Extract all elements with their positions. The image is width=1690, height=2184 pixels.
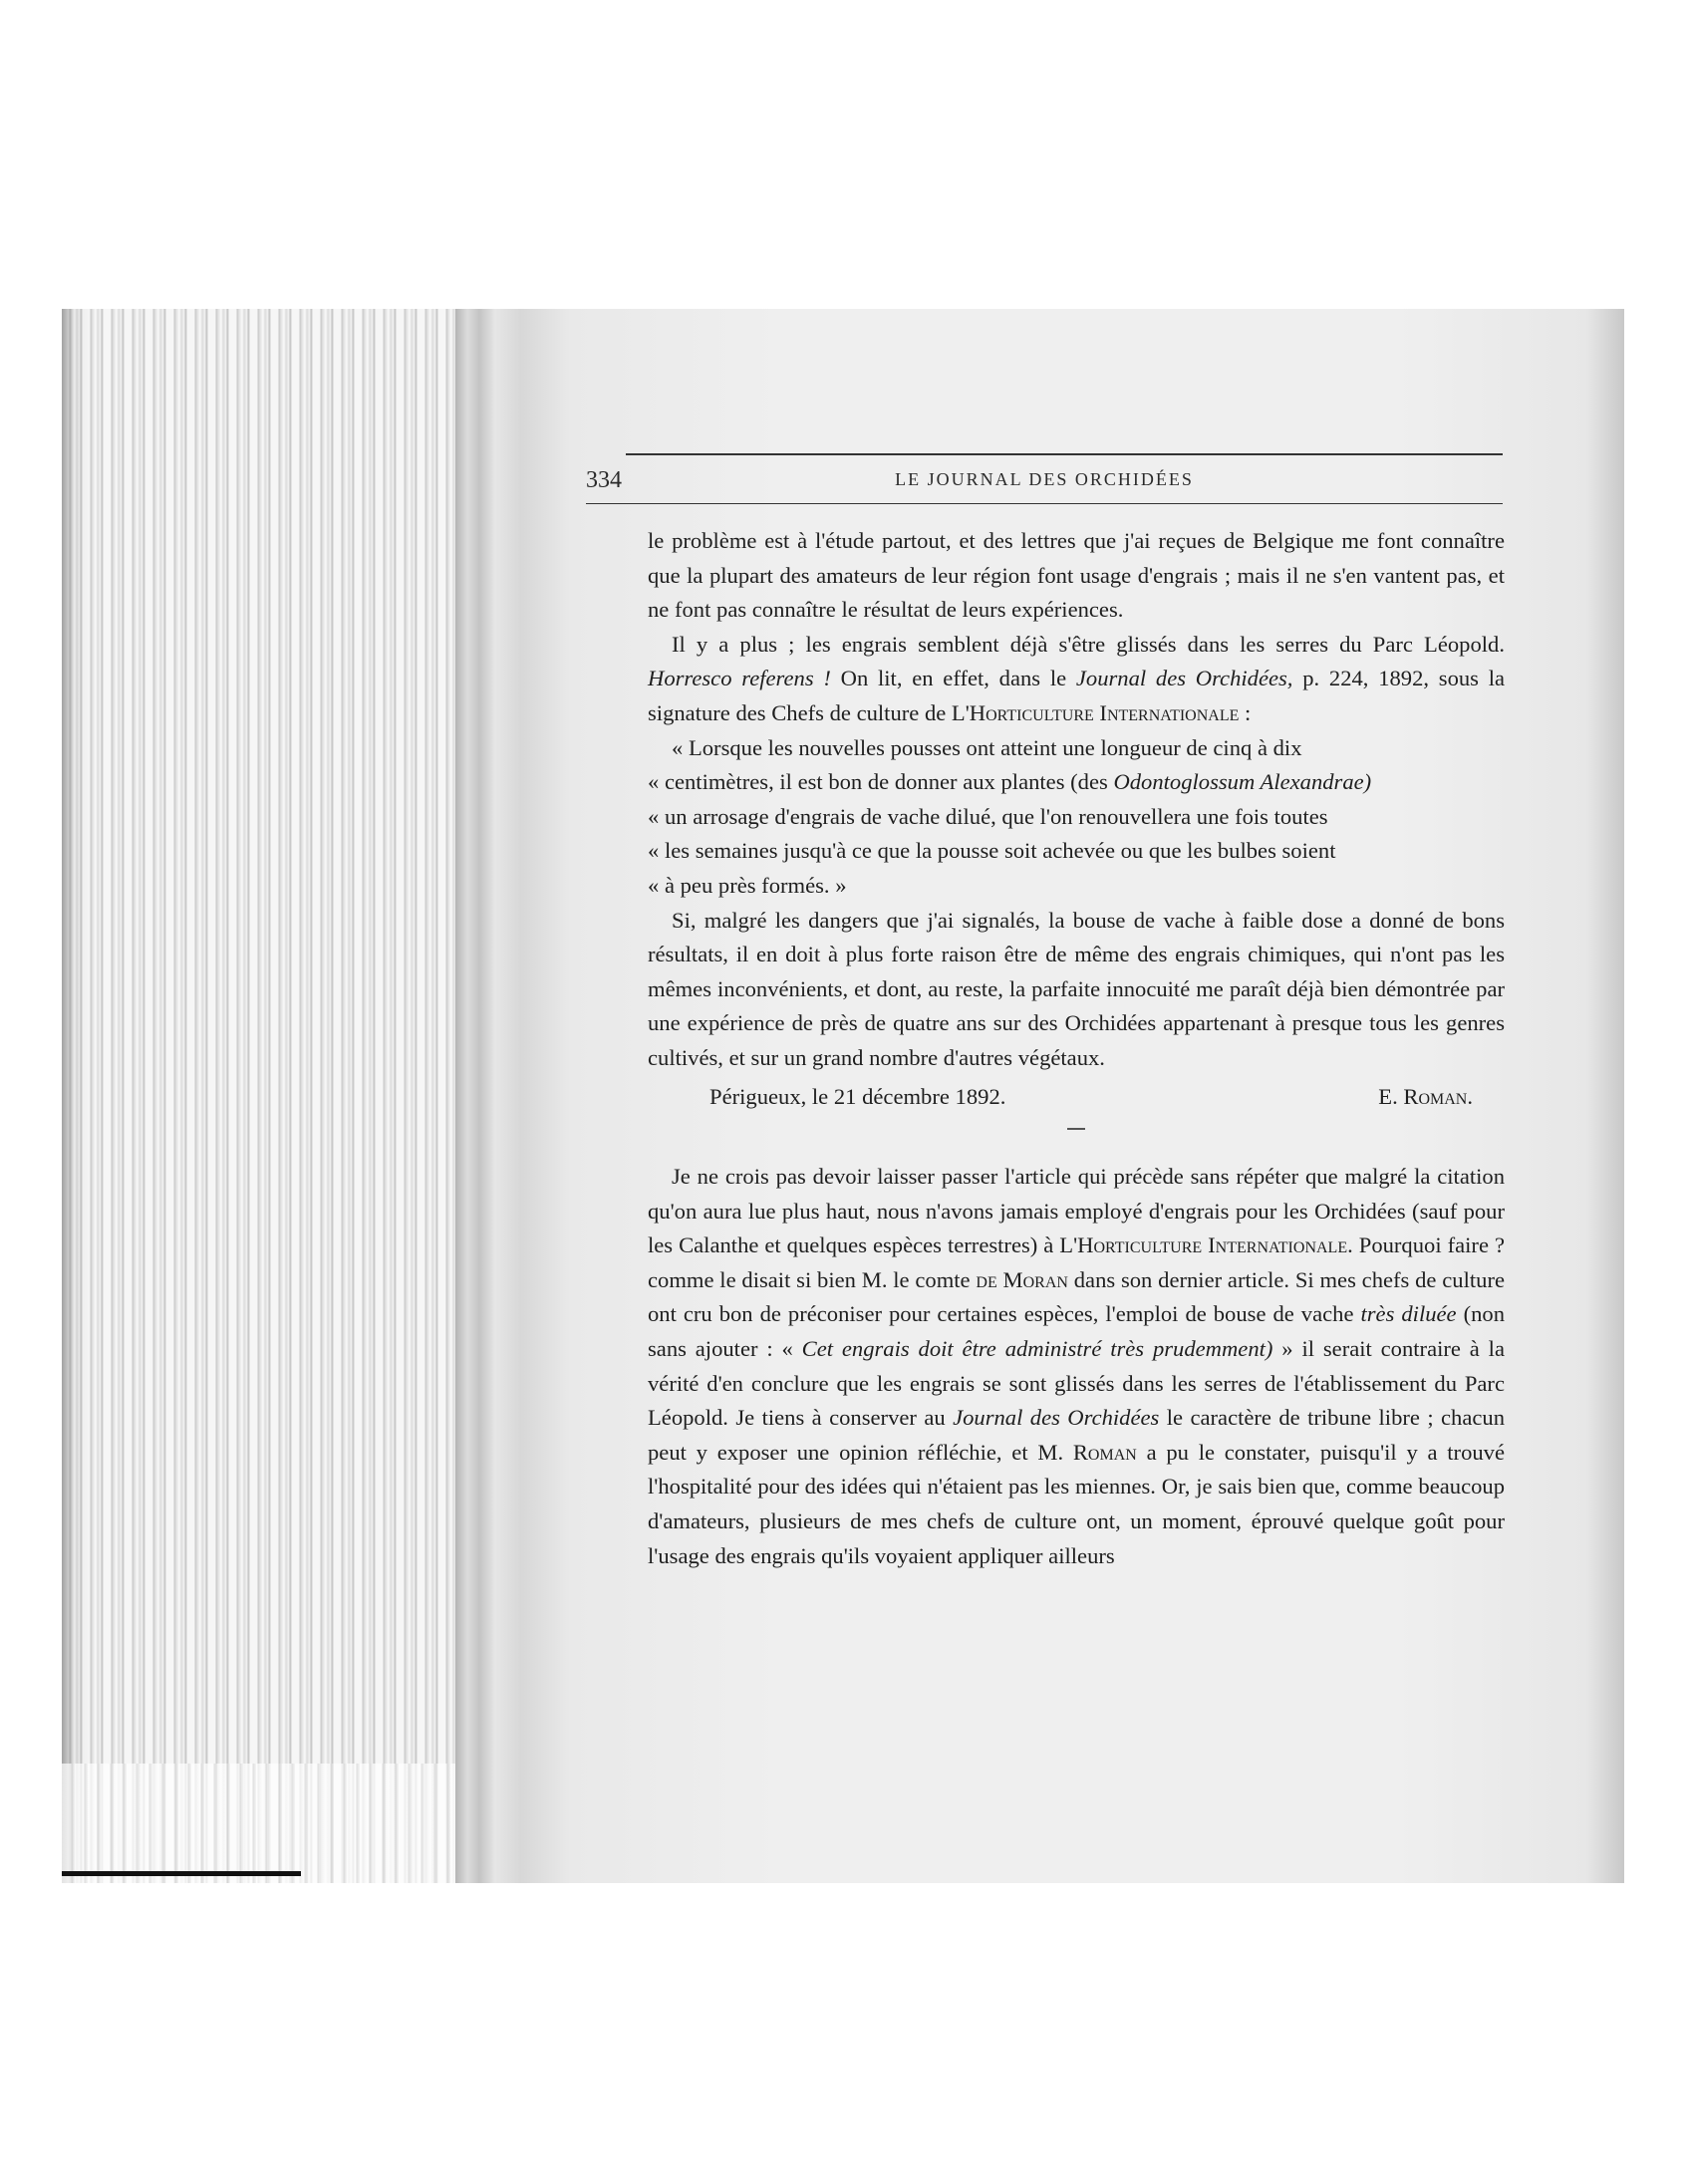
quote-line-4: « les semaines jusqu'à ce que la pousse soit achevée ou que les bulbes soient [648, 838, 1336, 864]
page-edge-shadow [62, 1871, 301, 1876]
quote-line-1: « Lorsque les nouvelles pousses ont atteint une longueur de cinq à dix [672, 734, 1302, 760]
paragraph-2-italic-2: Journal des Orchidées, [1075, 666, 1293, 691]
header-rule-top [626, 453, 1503, 455]
reply-smallcaps-1: Horticulture Internationale [1077, 1232, 1348, 1258]
reply-text-1: Je ne crois pas devoir laisser passer l'article qui précède sans répéter que malgré la citation qu'on aura lue plus haut, nous n'avons jamais employé d'engrais pour les Orchidées (sauf pour les Calanthe et quelques espèces terrestres) à L' [648, 1164, 1505, 1258]
paragraph-2-text-4: : [1239, 699, 1252, 725]
paragraph-2-italic-1: Horresco referens ! [648, 666, 831, 691]
reply-text-4: (non sans ajouter : « [648, 1301, 1505, 1362]
reply-text-5: » il serait contraire à la vérité d'en conclure que les engrais se sont glissés dans les serres de l'établissement du Parc Léopold. Je tiens à conserver au [648, 1336, 1505, 1431]
reply-smallcaps-2: de Moran [976, 1266, 1068, 1292]
page-edges-lower-band [62, 1764, 455, 1883]
reply-text-3: dans son dernier article. Si mes chefs de culture ont cru bon de préconiser pour certaines espèces, l'emploi de bouse de vache [648, 1266, 1505, 1327]
reply-text-2: . Pourquoi faire ? comme le disait si bien M. le comte [648, 1232, 1505, 1292]
paragraph-2-text-3: p. 224, 1892, sous la signature des Chefs de culture de L' [648, 666, 1506, 725]
quotation-block [648, 731, 1505, 904]
paragraph-3: Si, malgré les dangers que j'ai signalés, la bouse de vache à faible dose a donné de bons résultats, il en doit à plus forte raison être de même des engrais chimiques, qui n'ont pas les mêmes inconvénients, et dont, au reste, la parfaite innocuité me paraît déjà bien démontrée par une expérience de près de quatre ans sur des Orchidées appartenant à presque tous les genres cultivés, et sur un grand nombre d'autres végétaux. [648, 907, 1505, 1070]
reply-text-7: a pu le constater, puisqu'il y a trouvé l'hospitalité pour des idées qui n'étaient pas les miennes. Or, je sais bien que, comme beaucoup d'amateurs, plusieurs de mes chefs de culture ont, un moment, éprouvé quelque goût pour l'usage des engrais qu'ils voyaient appliquer ailleurs [648, 1439, 1505, 1568]
signature-line [648, 1080, 1505, 1115]
header-rule-bottom [586, 503, 1503, 504]
paragraph-1: le problème est à l'étude partout, et des lettres que j'ai reçues de Belgique me font connaître que la plupart des amateurs de leur région font usage d'engrais ; mais il ne s'en vantent pas, et ne font pas connaître le résultat de leurs expériences. [648, 528, 1505, 623]
page-number: 334 [586, 467, 622, 493]
running-head [586, 453, 1503, 505]
paragraph-2-text-2: On lit, en effet, dans le [830, 666, 1076, 691]
quote-line-2 [648, 765, 1505, 800]
reply-italic-1: très diluée [1360, 1301, 1457, 1327]
author-signature: E. Roman. [1378, 1083, 1473, 1109]
book-gutter [455, 309, 520, 1883]
journal-title: LE JOURNAL DES ORCHIDÉES [895, 469, 1194, 489]
quote-line-3: « un arrosage d'engrais de vache dilué, que l'on renouvellera une fois toutes [648, 803, 1328, 829]
reply-smallcaps-3: Roman [1072, 1439, 1137, 1465]
quote-line-2-text: « centimètres, il est bon de donner aux plantes (des [648, 769, 1114, 795]
quote-line-2-italic: Odontoglossum Alexandrae) [1113, 769, 1372, 795]
quote-line-5: « à peu près formés. » [648, 872, 847, 898]
stacked-page-edges [62, 309, 455, 1883]
reply-italic-2: Cet engrais doit être administré très prudemment) [801, 1336, 1273, 1362]
paragraph-2 [648, 628, 1505, 731]
paragraph-2-text-1: Il y a plus ; les engrais semblent déjà s'être glissés dans les serres du Parc Léopold. [672, 631, 1505, 657]
reply-italic-3: Journal des Orchidées [953, 1405, 1160, 1431]
section-separator [1067, 1128, 1085, 1130]
paragraph-2-smallcaps-1: Horticulture Internationale [969, 699, 1240, 725]
place-date: Périgueux, le 21 décembre 1892. [709, 1083, 1006, 1109]
reply-text-6: le caractère de tribune libre ; chacun peut y exposer une opinion réfléchie, et M. [648, 1405, 1505, 1465]
page-body [648, 524, 1505, 1573]
reply-paragraph [648, 1160, 1505, 1573]
